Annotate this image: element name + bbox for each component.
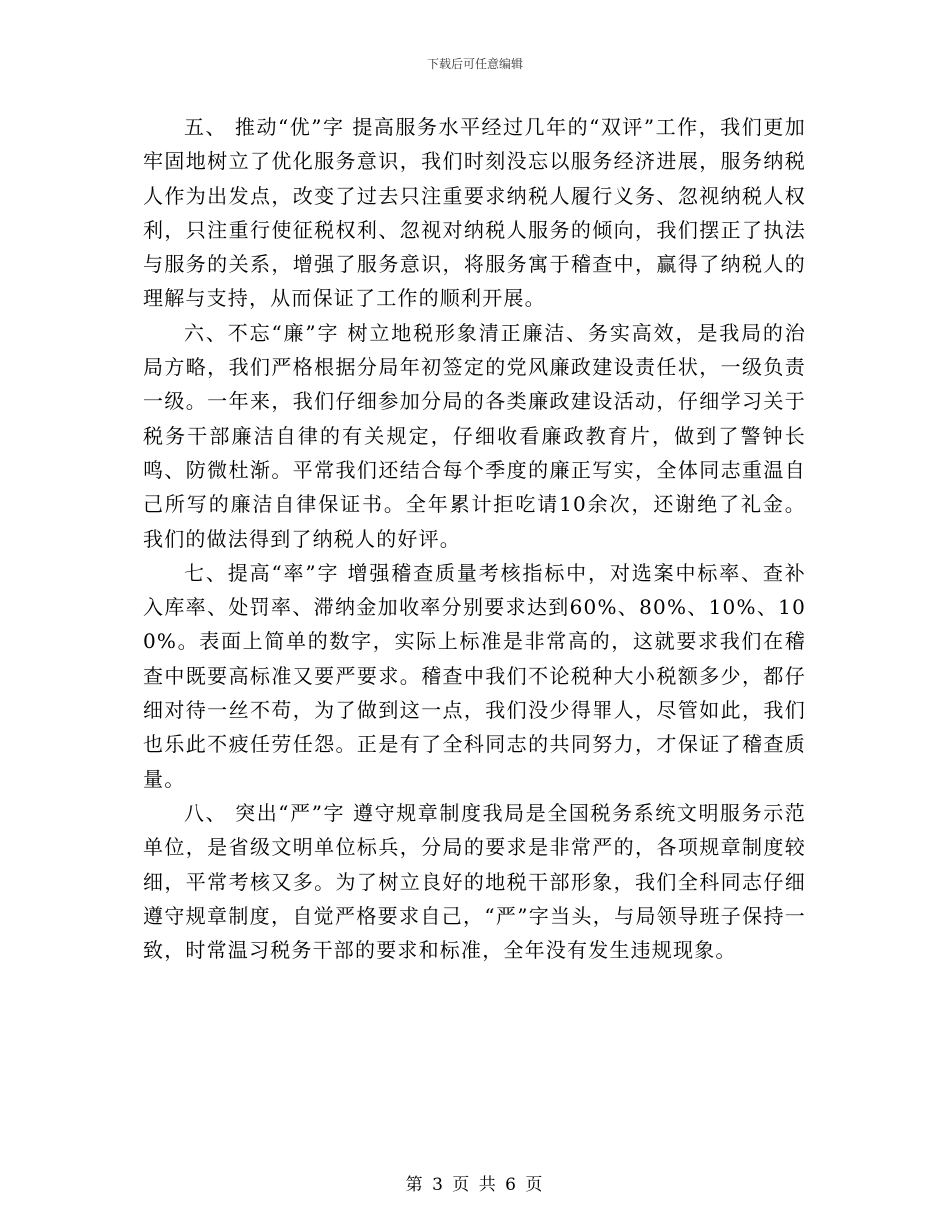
page-header: 下载后可任意编辑: [426, 57, 523, 71]
paragraph-seven: 七、提高“率”字 增强稽查质量考核指标中，对选案中标率、查补入库率、处罚率、滞纳金加收率分别要求达到60%、80%、10%、100%。表面上简单的数字，实际上标准是非常高的，这就要求我们在稽查中既要高标准又要严要求。稽查中我们不论税种大小税额多少，都仔细对待一丝不苟，为了做到这一点，我们没少得罪人，尽管如此，我们也乐此不疲任劳任怨。正是有了全科同志的共同努力，才保证了稽查质量。: [143, 560, 806, 791]
paragraph-six: 六、不忘“廉”字 树立地税形象清正廉洁、务实高效，是我局的治局方略，我们严格根据分局年初签定的党风廉政建设责任状，一级负责一级。一年来，我们仔细参加分局的各类廉政建设活动，仔细学习关于税务干部廉洁自律的有关规定，仔细收看廉政教育片，做到了警钟长鸣、防微杜渐。平常我们还结合每个季度的廉正写实，全体同志重温自己所写的廉洁自律保证书。全年累计拒吃请10余次，还谢绝了礼金。我们的做法得到了纳税人的好评。: [143, 320, 806, 551]
paragraph-eight: 八、 突出“严”字 遵守规章制度我局是全国税务系统文明服务示范单位，是省级文明单位标兵，分局的要求是非常严的，各项规章制度较细，平常考核又多。为了树立良好的地税干部形象，我们全科同志仔细遵守规章制度，自觉严格要求自己，“严”字当头，与局领导班子保持一致，时常温习税务干部的要求和标准，全年没有发生违规现象。: [143, 800, 806, 963]
page-number-footer: 第 3 页 共 6 页: [405, 1175, 545, 1195]
document-body: [143, 110, 806, 967]
paragraph-five: 五、 推动“优”字 提高服务水平经过几年的“双评”工作，我们更加牢固地树立了优化服务意识，我们时刻没忘以服务经济进展，服务纳税人作为出发点，改变了过去只注重要求纳税人履行义务、忽视纳税人权利，只注重行使征税权利、忽视对纳税人服务的倾向，我们摆正了执法与服务的关系，增强了服务意识，将服务寓于稽查中，赢得了纳税人的理解与支持，从而保证了工作的顺利开展。: [143, 115, 806, 311]
